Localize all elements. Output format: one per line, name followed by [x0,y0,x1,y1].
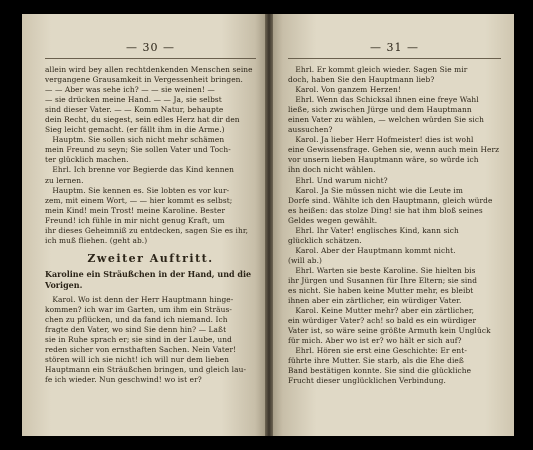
text-line: zu lernen. [45,175,84,185]
text-line: ter glücklich machen. [45,155,129,165]
text-line: Ehrl. Ich brenne vor Begierde das Kind kennen [45,165,234,175]
text-line: Dorfe sind. Wählte ich den Hauptmann, gleich würde [288,195,493,205]
text-line: aussuchen? [288,125,333,135]
text-block-right [288,65,501,387]
text-line: Karol. Von ganzem Herzen! [288,85,401,95]
text-line: sind dieser Vater. — — Komm Natur, behaupte [45,105,224,115]
text-line: sie in Ruhe sprach er; sie sind in der Laube, und [45,335,232,345]
text-line: reden sicher von ernsthaften Sachen. Nein Vater! [45,345,237,355]
text-line: kommen? ich war im Garten, um ihm ein Sträus- [45,304,232,314]
text-line: ihnen aber ein zärtlicher, ein würdiger Vater. [288,296,462,306]
page-number-left: — 30 — [126,41,175,54]
text-line: fragte den Vater, wo sind Sie denn hin? — Laßt [45,324,227,334]
text-line: einen Vater zu wählen, — welchen würden Sie sich [288,115,484,125]
text-line: Ehrl. Er kommt gleich wieder. Sagen Sie mir [288,65,468,74]
text-line: ihr Jürgen und Susannen für Ihre Eltern; sie sind [288,275,478,285]
subheading-line: Vorigen. [45,279,83,290]
text-line: Hauptm. Sie sollen sich nicht mehr schämen [45,135,225,145]
text-line: ihr dieses Geheimniß zu entdecken, sagen Sie es ihr, [45,225,249,235]
scene-heading: Zweiter Auftritt. [87,251,214,265]
text-line: (will ab.) [288,255,323,265]
text-line: es nicht. Sie haben keine Mutter mehr, es bleibt [288,286,474,296]
text-line: Ehrl. Hören sie erst eine Geschichte: Er ent- [288,346,467,356]
text-line: stören will ich sie nicht! ich will nur dem lieben [45,355,230,365]
text-line: doch, haben Sie den Hauptmann lieb? [288,75,435,85]
text-line: ließe, sich zwischen Jürge und dem Hauptmann [288,105,472,115]
right-page [273,14,514,436]
left-page [22,14,265,436]
text-line: mein Kind! mein Trost! meine Karoline. Bester [45,205,226,215]
text-line: Hauptmann ein Sträußchen bringen, und gleich lau- [45,365,247,375]
text-line: Karol. Ja Sie müssen nicht wie die Leute im [288,185,464,195]
text-line: — sie drücken meine Hand. — — Ja, sie selbst [45,95,222,105]
text-line: Ehrl. Wenn das Schicksal ihnen eine freye Wahl [288,95,479,105]
text-line: chen zu pflücken, und da fand ich niemand. Ich [45,314,228,324]
text-line: Frucht dieser unglücklichen Verbindung. [288,376,446,386]
text-line: dein Recht, du siegest, sein edles Herz hat dir den [45,115,240,125]
text-line: Vater ist, so wäre seine größte Armuth kein Unglück [288,326,491,336]
header-rule-right [288,58,501,59]
text-line: Karol. Ja lieber Herr Hofmeister! dies ist wohl [288,135,474,145]
text-line: fe ich wieder. Nun geschwind! wo ist er? [45,375,202,385]
text-line: vergangene Grausamkeit in Vergessenheit bringen. [45,75,243,85]
text-line: Hauptm. Sie kennen es. Sie lobten es vor kur- [45,185,230,195]
book-gutter [265,14,273,436]
text-line: Karol. Wo ist denn der Herr Hauptmann hinge- [45,294,234,304]
text-line: Freund! ich fühle in mir nicht genug Kraft, um [45,215,225,225]
text-line: ihn doch nicht wählen. [288,165,376,175]
text-line: glücklich schätzen. [288,235,362,245]
text-line: zem, mit einem Wort, — — hier kommt es selbst; [45,195,233,205]
open-book [22,14,514,436]
text-line: Ehrl. Warten sie beste Karoline. Sie hielten bis [288,265,476,275]
text-line: Ehrl. Ihr Vater! englisches Kind, kann sich [288,225,459,235]
text-line: Karol. Aber der Hauptmann kommt nicht. [288,245,456,255]
text-line: ein würdiger Vater? ach! so bald es ein würdiger [288,316,477,326]
text-block-left-bottom [45,295,256,385]
subheading-line: Karoline ein Sträußchen in der Hand, und die [45,268,252,279]
text-line: — — Aber was sehe ich? — — sie weinen! — [45,85,215,95]
text-line: mein Freund zu seyn; Sie sollen Vater und Toch- [45,145,231,155]
text-line: Sieg leicht gemacht. (er fällt ihm in die Arme.) [45,125,225,135]
text-line: Geldes wegen gewählt. [288,215,378,225]
page-number-right: — 31 — [370,41,419,54]
header-rule-left [45,58,256,59]
scene-subheading [45,269,256,291]
text-line: eine Gewissensfrage. Gehen sie, wenn auch mein Herz [288,145,500,155]
text-line: Ehrl. Und warum nicht? [288,175,388,185]
text-line: ich muß fliehen. (geht ab.) [45,235,148,245]
text-line: Karol. Keine Mutter mehr? aber ein zärtlicher, [288,306,475,316]
text-line: allein wird bey allen rechtdenkenden Menschen seine [45,65,253,74]
text-line: es heißen: das stolze Ding! sie hat ihm bloß seines [288,205,483,215]
text-line: führte ihre Mutter. Sie starb, als die Ehe dieß [288,356,464,366]
text-block-left-top [45,65,256,246]
text-line: Band bestätigen konnte. Sie sind die glückliche [288,366,472,376]
text-line: vor unsern lieben Hauptmann wäre, so würde ich [288,155,479,165]
text-line: für mich. Aber wo ist er? wo hält er sich auf? [288,336,462,346]
